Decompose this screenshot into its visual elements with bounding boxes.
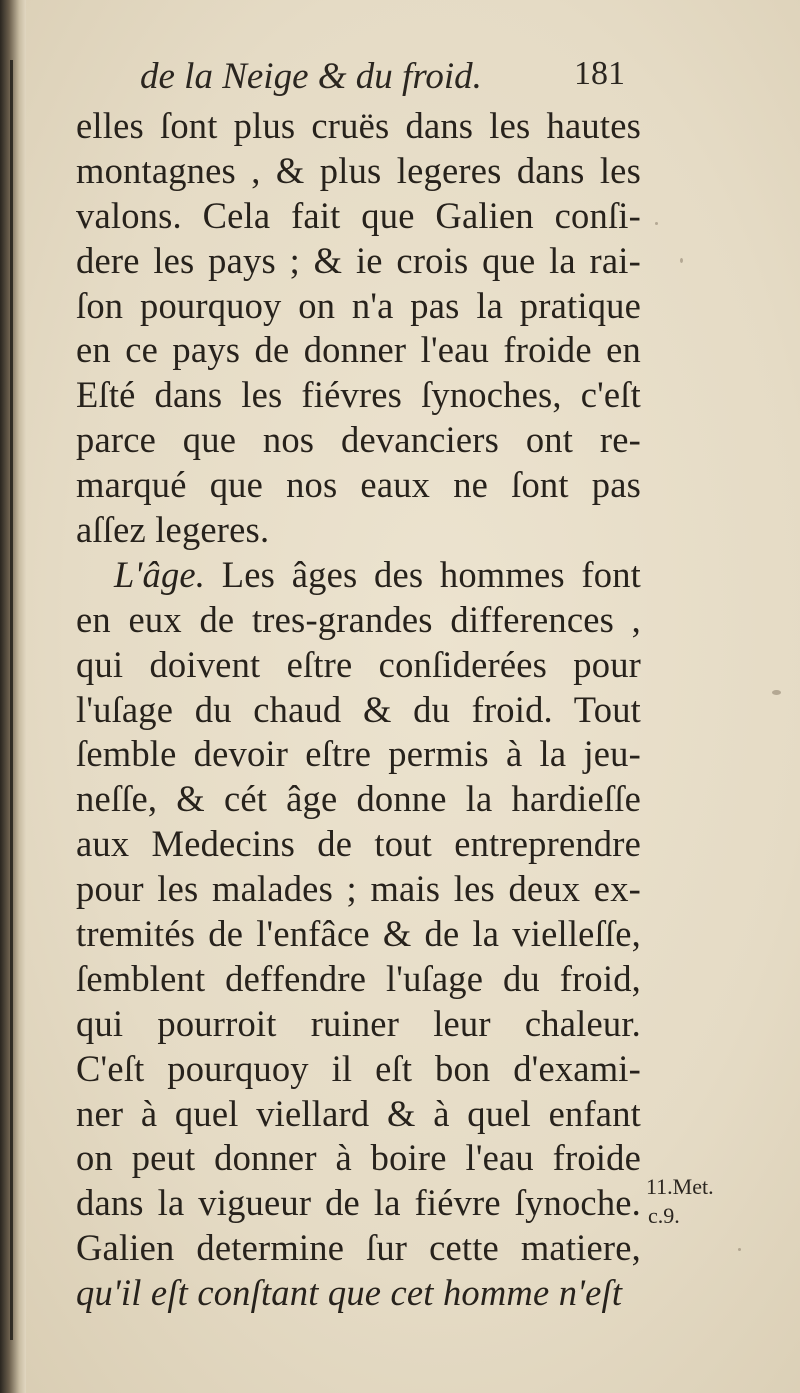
text-line-27: qu'il eſt conſtant que cet homme n'eſt	[76, 1272, 623, 1314]
text-line-9: marqué que nos eaux ne ſont pas	[76, 464, 641, 506]
margin-note	[646, 1172, 714, 1230]
paper-speck	[655, 222, 658, 225]
text-line-1: elles ſont plus cruës dans les hautes	[76, 105, 641, 146]
text-line-7: Eſté dans les fiévres ſynoches, c'eſt	[76, 374, 641, 416]
paper-speck	[680, 258, 683, 263]
text-line-10: aſſez legeres.	[76, 509, 270, 551]
margin-note-line-2: c.9.	[648, 1203, 680, 1228]
text-line-5: ſon pourquoy on n'a pas la pratique	[76, 284, 641, 326]
paper-speck	[772, 690, 781, 695]
text-line-24: on peut donner à boire l'eau froide	[76, 1137, 641, 1179]
body-text	[76, 104, 641, 1316]
text-line-13: qui doivent eſtre conſiderées pour	[76, 643, 641, 685]
gutter-edge-line	[10, 60, 13, 1340]
text-line-16: neſſe, & cét âge donne la hardieſſe	[76, 778, 641, 820]
text-line-11	[76, 553, 641, 598]
text-line-8: parce que nos devanciers ont re-	[76, 419, 641, 461]
page-header	[140, 55, 640, 105]
page-number: 181	[574, 55, 625, 92]
text-line-3: valons. Cela fait que Galien conſi-	[76, 194, 641, 236]
text-line-14: l'uſage du chaud & du froid. Tout	[76, 688, 641, 730]
text-line-22: C'eſt pourquoy il eſt bon d'exami-	[76, 1047, 641, 1089]
text-line-4: dere les pays ; & ie crois que la rai-	[76, 239, 641, 281]
text-line-25: dans la vigueur de la fiévre ſynoche.	[76, 1182, 641, 1224]
text-line-18: pour les malades ; mais les deux ex-	[76, 868, 641, 910]
text-line-15: ſemble devoir eſtre permis à la jeu-	[76, 733, 641, 775]
text-line-11-body: Les âges des hommes font	[221, 553, 641, 595]
paper-speck	[738, 1248, 741, 1251]
text-line-20: ſemblent deffendre l'uſage du froid,	[76, 957, 641, 999]
margin-note-line-1: 11.Met.	[646, 1174, 714, 1199]
running-head: de la Neige & du froid.	[140, 56, 482, 97]
text-line-17: aux Medecins de tout entreprendre	[76, 823, 641, 865]
text-line-19: tremités de l'enfâce & de la vielleſſe,	[76, 913, 641, 955]
side-heading: L'âge.	[114, 553, 206, 595]
text-line-26: Galien determine ſur cette matiere,	[76, 1227, 641, 1269]
text-line-2: montagnes , & plus legeres dans les	[76, 149, 641, 191]
text-line-12: en eux de tres-grandes differences ,	[76, 598, 641, 640]
text-line-6: en ce pays de donner l'eau froide en	[76, 329, 641, 371]
book-gutter-shadow	[0, 0, 26, 1393]
text-line-21: qui pourroit ruiner leur chaleur.	[76, 1002, 641, 1044]
text-line-23: ner à quel viellard & à quel enfant	[76, 1092, 641, 1134]
